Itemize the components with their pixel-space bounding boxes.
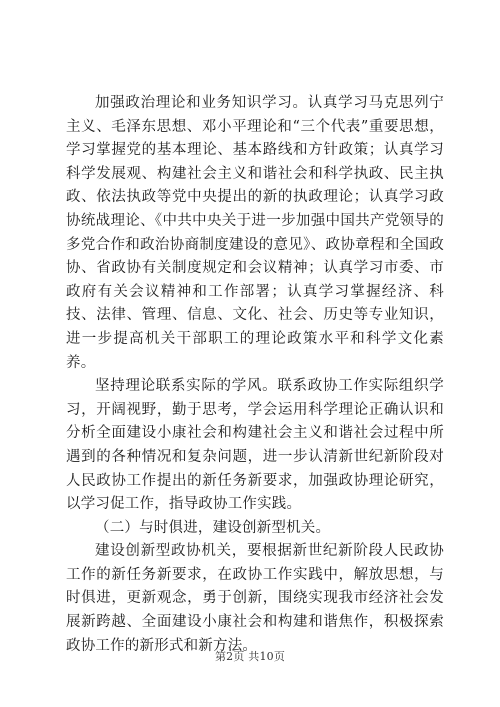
section-heading-innovation: （二）与时俱进，建设创新型机关。 (95, 519, 331, 536)
page-number-footer: 第2页 共10页 (214, 650, 286, 663)
paragraph-innovative-organ: 建设创新型政协机关，要根据新世纪新阶段人民政协工作的新任务新要求，在政协工作实践中，解放思想，与时俱进，更新观念，勇于创新，围绕实现我市经济社会发展新跨越、全面建设小康社会和构建和谐焦作，积极探索政协工作的新形式和新方法。 (66, 543, 444, 654)
paragraph-practice-style: 坚持理论联系实际的学风。联系政协工作实际组织学习，开阔视野，勤于思考，学会运用科学理论正确认识和分析全面建设小康社会和构建社会主义和谐社会过程中所遇到的各种情况和复杂问题，进一步认清新世纪新阶段对人民政协工作提出的新任务新要求，加强政协理论研究，以学习促工作，指导政协工作实践。 (66, 378, 444, 513)
paragraph-study-theory: 加强政治理论和业务知识学习。认真学习马克思列宁主义、毛泽东思想、邓小平理论和“三个代表”重要思想，学习掌握党的基本理论、基本路线和方针政策；认真学习科学发展观、构建社会主义和谐社会和科学执政、民主执政、依法执政等党中央提出的新的执政理论；认真学习政协统战理论、《中共中央关于进一步加强中国共产党领导的多党合作和政治协商制度建设的意见》、政协章程和全国政协、省政协有关制度规定和会议精神；认真学习市委、市政府有关会议精神和工作部署；认真学习掌握经济、科技、法律、管理、信息、文化、社会、历史等专业知识，进一步提高机关干部职工的理论政策水平和科学文化素养。 (66, 95, 444, 371)
document-body (66, 92, 444, 658)
